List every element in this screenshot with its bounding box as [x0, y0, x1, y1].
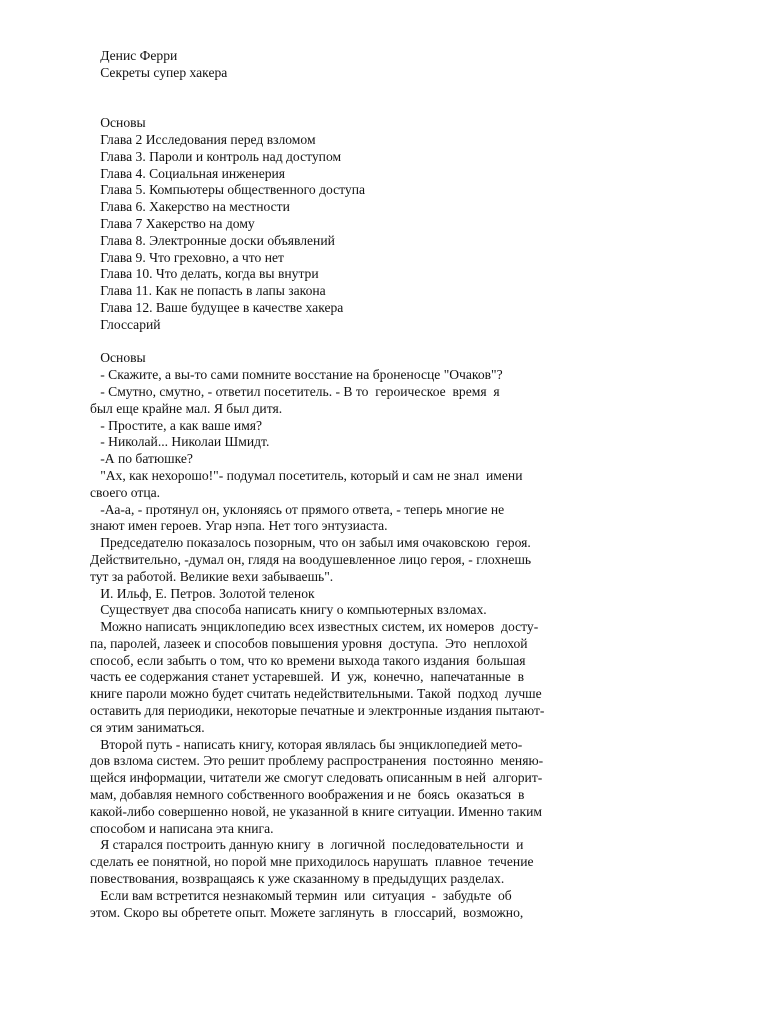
text-line: способом и написана эта книга. [90, 820, 274, 836]
citation-line: И. Ильф, Е. Петров. Золотой теленок [90, 585, 315, 601]
text-line: сделать ее понятной, но порой мне приходилось нарушать плавное течение [90, 854, 534, 870]
toc-item: Глава 2 Исследования перед взломом [90, 131, 316, 147]
text-line: - Скажите, а вы-то сами помните восстание на броненосце "Очаков"? [90, 367, 503, 383]
text-line: какой-либо совершенно новой, не указанной в книге ситуации. Именно таким [90, 803, 542, 819]
text-line: -Аа-а, - протянул он, уклоняясь от прямого ответа, - теперь многие не [90, 501, 505, 517]
document-page [90, 48, 610, 921]
text-line: повествования, возвращаясь к уже сказанному в предыдущих разделах. [90, 871, 505, 887]
toc-item: Глава 6. Хакерство на местности [90, 199, 290, 215]
text-line: оставить для периодики, некоторые печатные и электронные издания пытают- [90, 703, 545, 719]
text-line: Можно написать энциклопедию всех известных систем, их номеров досту- [90, 619, 539, 635]
section-heading: Основы [90, 350, 146, 366]
text-line: этом. Скоро вы обретете опыт. Можете заглянуть в глоссарий, возможно, [90, 904, 524, 920]
text-line: Существует два способа написать книгу о компьютерных взломах. [90, 602, 487, 618]
text-line: дов взлома систем. Это решит проблему распространения постоянно меняю- [90, 753, 544, 769]
text-line: Действительно, -думал он, глядя на воодушевленное лицо героя, - глохнешь [90, 551, 532, 567]
text-line: книге пароли можно будет считать недействительными. Такой подход лучше [90, 686, 542, 702]
toc-item: Глава 4. Социальная инженерия [90, 165, 286, 181]
text-line: па, паролей, лазеек и способов повышения уровня доступа. Это неплохой [90, 635, 528, 651]
toc-item: Глава 8. Электронные доски объявлений [90, 232, 335, 248]
text-line: Второй путь - написать книгу, которая являлась бы энциклопедией мето- [90, 736, 523, 752]
text-line: был еще крайне мал. Я был дитя. [90, 400, 283, 416]
toc-item: Глава 7 Хакерство на дому [90, 215, 255, 231]
text-line: щейся информации, читатели же смогут следовать описанным в ней алгорит- [90, 770, 543, 786]
text-line: Я старался построить данную книгу в логичной последовательности и [90, 837, 524, 853]
toc-item: Глава 3. Пароли и контроль над доступом [90, 148, 342, 164]
book-title: Секреты супер хакера [90, 64, 228, 80]
body-text [90, 350, 610, 921]
table-of-contents [90, 115, 610, 333]
spacer [90, 334, 610, 351]
author-name: Денис Ферри [90, 48, 178, 63]
text-line: - Смутно, смутно, - ответил посетитель. - В то героическое время я [90, 383, 500, 399]
toc-item: Основы [90, 115, 146, 131]
text-line: ся этим заниматься. [90, 719, 205, 735]
toc-item: Глоссарий [90, 316, 161, 332]
text-line: Если вам встретится незнакомый термин или ситуация - забудьте об [90, 887, 512, 903]
text-line: мам, добавляя немного собственного воображения и не боясь оказаться в [90, 787, 525, 803]
text-line: "Ах, как нехорошо!"- подумал посетитель, который и сам не знал имени [90, 467, 523, 483]
text-line: своего отца. [90, 484, 161, 500]
toc-item: Глава 5. Компьютеры общественного доступа [90, 182, 366, 198]
text-line: знают имен героев. Угар нэпа. Нет того энтузиаста. [90, 518, 388, 534]
text-line: тут за работой. Великие вехи забываешь". [90, 568, 334, 584]
text-line: способ, если забыть о том, что ко времени выхода такого издания большая [90, 652, 526, 668]
toc-item: Глава 12. Ваше будущее в качестве хакера [90, 299, 344, 315]
text-line: -А по батюшке? [90, 451, 193, 467]
spacer [90, 82, 610, 116]
toc-item: Глава 11. Как не попасть в лапы закона [90, 283, 326, 299]
text-line: часть ее содержания станет устаревшей. И уж, конечно, напечатанные в [90, 669, 525, 685]
toc-item: Глава 9. Что греховно, а что нет [90, 249, 284, 265]
text-line: - Николай... Николаи Шмидт. [90, 434, 270, 450]
text-line: - Простите, а как ваше имя? [90, 417, 263, 433]
text-line: Председателю показалось позорным, что он забыл имя очаковскою героя. [90, 535, 531, 551]
toc-item: Глава 10. Что делать, когда вы внутри [90, 266, 319, 282]
